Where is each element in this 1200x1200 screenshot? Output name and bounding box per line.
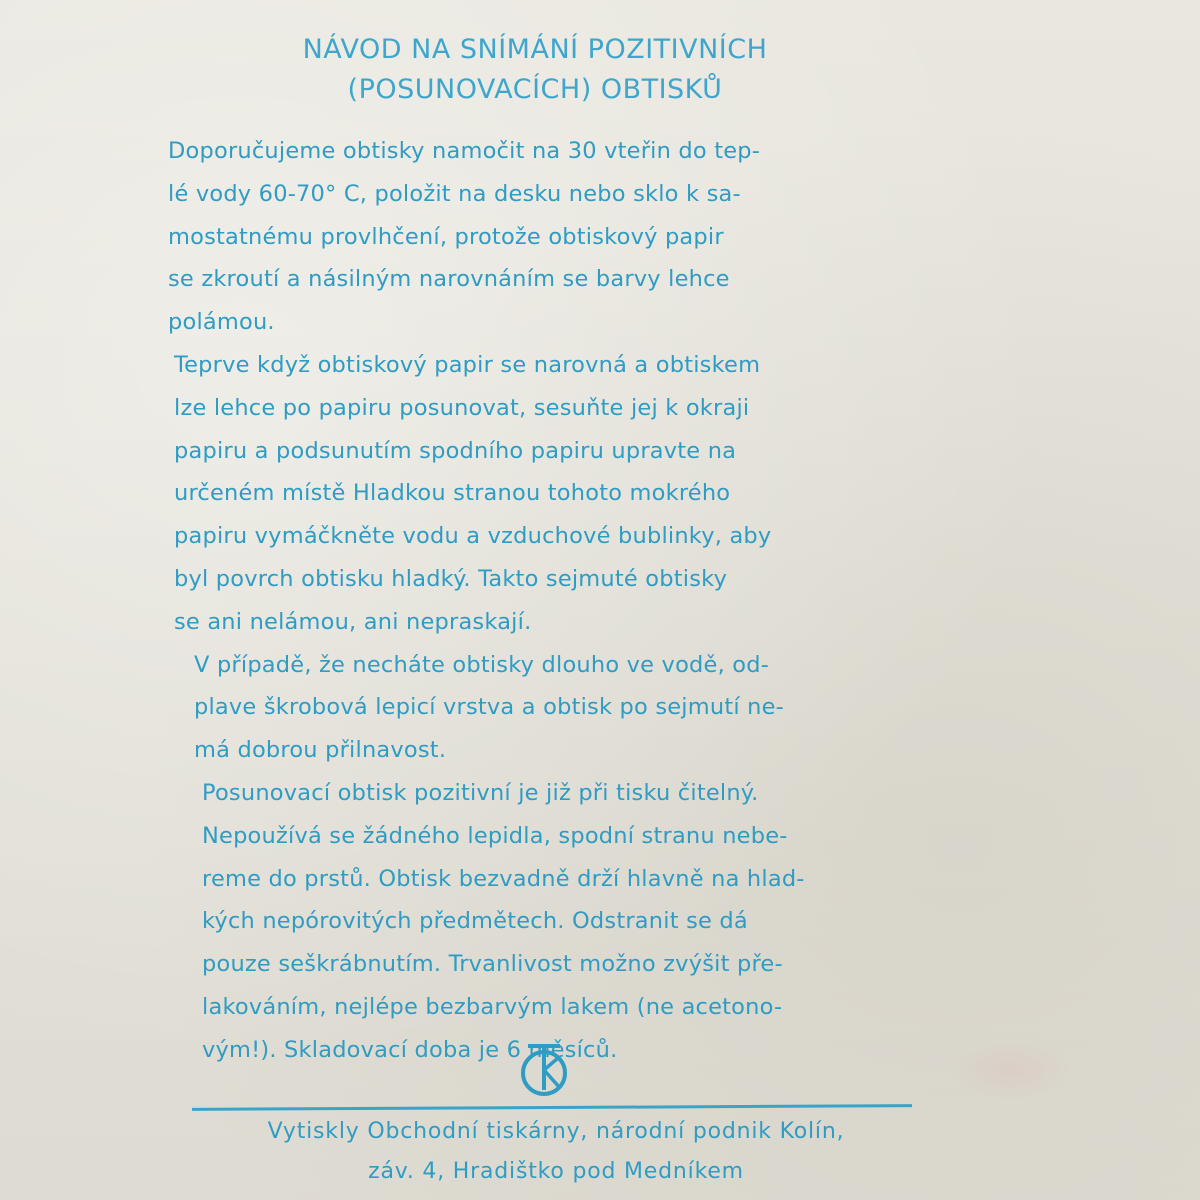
text-line: pouze seškrábnutím. Trvanlivost možno zvýšit pře- xyxy=(202,951,783,978)
text-line: se ani nelámou, ani nepraskají. xyxy=(174,608,532,635)
title-line-1: NÁVOD NA SNÍMÁNÍ POZITIVNÍCH xyxy=(302,34,768,65)
text-line: papiru a podsunutím spodního papiru upravte na xyxy=(174,437,737,464)
text-line: mostatnému provlhčení, protože obtiskový papir xyxy=(168,223,724,250)
paper-stain xyxy=(950,1040,1070,1100)
text-line: Doporučujeme obtisky namočit na 30 vteřin do tep- xyxy=(168,138,761,164)
text-line: Posunovací obtisk pozitivní je již při tisku čitelný. xyxy=(202,779,759,806)
footer-divider xyxy=(192,1104,912,1111)
imprint-line-2: záv. 4, Hradištko pod Medníkem xyxy=(368,1159,744,1184)
paragraph-properties xyxy=(202,772,898,1072)
text-line: lé vody 60-70° C, položit na desku nebo sklo k sa- xyxy=(168,180,741,207)
printer-imprint xyxy=(196,1112,916,1192)
paragraph-soaking xyxy=(168,130,898,344)
text-line: má dobrou přilnavost. xyxy=(194,737,447,764)
text-line: lze lehce po papiru posunovat, sesuňte jej k okraji xyxy=(174,394,750,421)
text-line: plave škrobová lepicí vrstva a obtisk po sejmutí ne- xyxy=(194,694,784,721)
text-line: byl povrch obtisku hladký. Takto sejmuté obtisky xyxy=(174,565,728,592)
page-title xyxy=(0,30,1070,110)
text-line: lakováním, nejlépe bezbarvým lakem (ne acetono- xyxy=(202,993,783,1020)
paragraph-warning xyxy=(194,644,898,772)
text-line: Nepoužívá se žádného lepidla, spodní stranu nebe- xyxy=(202,822,788,849)
text-line: se zkroutí a násilným narovnáním se barvy lehce xyxy=(168,266,730,293)
text-line: papiru vymáčkněte vodu a vzduchové bublinky, aby xyxy=(174,523,772,550)
paragraph-sliding xyxy=(174,344,898,644)
imprint-line-1: Vytiskly Obchodní tiskárny, národní podnik Kolín, xyxy=(267,1119,845,1144)
text-line: kých nepórovitých předmětech. Odstranit se dá xyxy=(202,908,748,935)
text-line: Teprve když obtiskový papir se narovná a obtiskem xyxy=(174,351,761,378)
title-line-2: (POSUNOVACÍCH) OBTISKŮ xyxy=(347,74,723,105)
text-line: polámou. xyxy=(168,309,275,336)
text-line: určeném místě Hladkou stranou tohoto mokrého xyxy=(174,480,731,507)
text-line: reme do prstů. Obtisk bezvadně drží hlavně na hlad- xyxy=(202,865,805,892)
text-line: vým!). Skladovací doba je 6 měsíců. xyxy=(202,1036,618,1063)
instructions-body xyxy=(168,130,898,1072)
printer-monogram-tk-logo-icon xyxy=(516,1040,572,1098)
text-line: V případě, že necháte obtisky dlouho ve vodě, od- xyxy=(194,651,770,678)
